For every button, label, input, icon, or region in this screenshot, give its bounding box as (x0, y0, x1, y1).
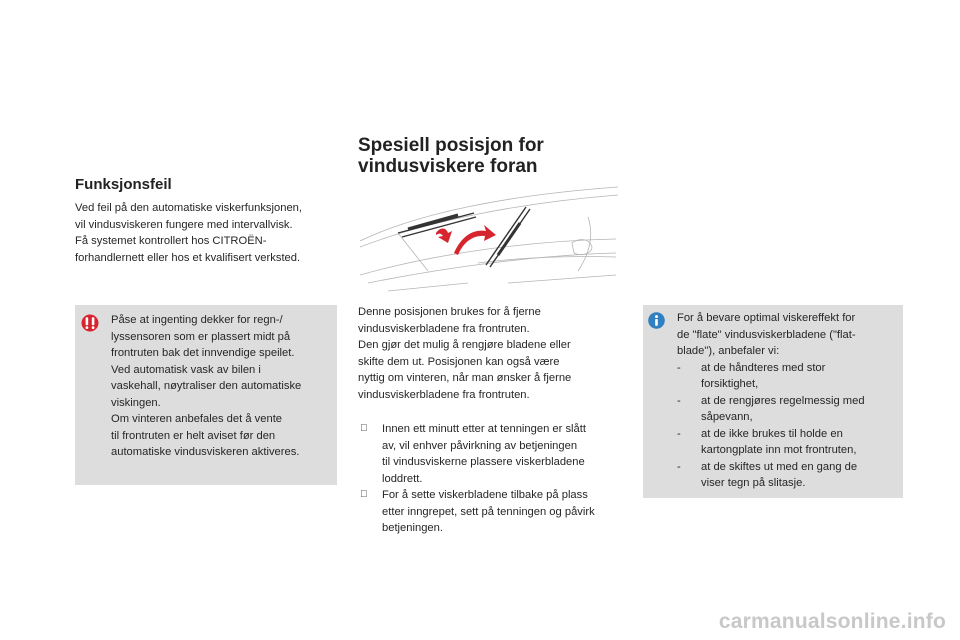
info-icon (648, 312, 665, 329)
list-item: Innen ett minutt etter at tenningen er slått av, vil enhver påvirkning av betjeningen til vindusviskerne plassere viskerbladene loddrett. (358, 421, 623, 487)
section-heading-malfunction: Funksjonsfeil (75, 176, 172, 193)
section-heading-wiper-position: Spesiell posisjon for vindusviskere foran (358, 135, 544, 177)
wiper-position-paragraph: Denne posisjonen brukes for å fjerne vindusviskerbladene fra frontruten. Den gjør det mulig å rengjøre bladene eller skifte dem ut. Posisjonen kan også være nyttig om vinteren, når man ønsker å fjerne vindusviskerbladene fra frontruten. (358, 306, 572, 401)
wiper-illustration (358, 183, 620, 293)
wiper-steps-list (358, 421, 623, 537)
list-item: - at de håndteres med stor forsiktighet, (677, 361, 826, 390)
pointer-icon (360, 421, 368, 438)
info-text: For å bevare optimal viskereffekt for de "flate" vindusviskerbladene ("flat- blade"), anbefaler vi: - at de håndteres med stor forsiktighet, - at de rengjøres regelmessig med såpevann, - at de ikke brukes til holde en kartongplate inn mot frontruten, - at de skiftes ut med en gang de viser tegn på slitasje. (677, 310, 899, 492)
warning-text: Påse at ingenting dekker for regn-/ lyssensoren som er plassert midt på frontruten bak det innvendige speilet. Ved automatisk vask av bilen i vaskehall, nøytraliser den automatiske viskingen. Om vinteren anbefales det å vente til frontruten er helt aviset før den automatiske vindusviskeren aktiveres. (111, 314, 302, 458)
watermark: carmanualsonline.info (718, 610, 946, 633)
warning-icon (81, 314, 99, 332)
pointer-icon (360, 487, 368, 504)
list-item: For å sette viskerbladene tilbake på plass etter inngrepet, sett på tenningen og påvirk betjeningen. (358, 487, 623, 537)
list-item: - at de rengjøres regelmessig med såpevann, (677, 394, 865, 423)
list-item: - at de skiftes ut med en gang de viser tegn på slitasje. (677, 460, 858, 489)
list-item: - at de ikke brukes til holde en kartongplate inn mot frontruten, (677, 427, 857, 456)
malfunction-paragraph: Ved feil på den automatiske viskerfunksjonen, vil vindusviskeren fungere med intervallvisk. Få systemet kontrollert hos CITROËN- forhandlernett eller hos et kvalifisert verksted. (75, 202, 302, 264)
